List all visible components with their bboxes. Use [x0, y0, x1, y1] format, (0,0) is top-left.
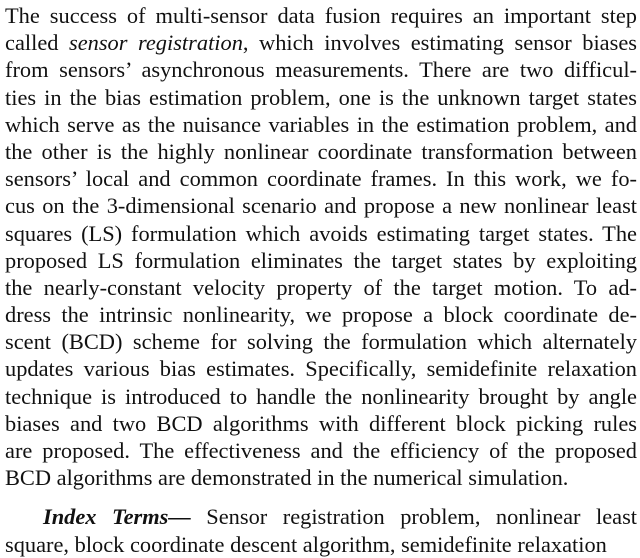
abstract-line-6: the other is the highly nonlinear coordinate transformation between [5, 138, 637, 164]
abstract-line-14: updates various bias estimates. Specifically, semidefinite relaxation [5, 356, 637, 382]
abstract-line-1: The success of multi-sensor data fusion requires an important step [5, 3, 637, 28]
index-terms-text-1: Sensor registration problem, nonlinear least [190, 504, 638, 530]
abstract-line-5: which serve as the nuisance variables in the estimation problem, and [5, 111, 637, 137]
abstract-line-17: are proposed. The effectiveness and the efficiency of the proposed [5, 438, 637, 463]
index-terms-label: Index Terms— [43, 504, 191, 530]
paper-page [5, 2, 637, 558]
abstract-paragraph [5, 2, 637, 491]
paragraph-gap [5, 491, 637, 503]
abstract-line-15: technique is introduced to handle the nonlinearity brought by angle [5, 383, 637, 409]
abstract-line-10: proposed LS formulation eliminates the target states by exploiting [5, 247, 637, 273]
abstract-line-4: ties in the bias estimation problem, one is the unknown target states [5, 84, 637, 110]
abstract-line-13: scent (BCD) scheme for solving the formulation which alternately [5, 329, 637, 355]
abstract-line-2 [5, 29, 637, 56]
abstract-line-12: dress the intrinsic nonlinearity, we propose a block coordinate de- [5, 302, 637, 328]
abstract-line-18: BCD algorithms are demonstrated in the numerical simulation. [5, 465, 569, 491]
sensor-registration-term: sensor registration [68, 30, 243, 56]
abstract-line-9: squares (LS) formulation which avoids estimating target states. The [5, 220, 637, 246]
abstract-line-7: sensors’ local and common coordinate frames. In this work, we fo- [5, 166, 637, 192]
index-terms [5, 503, 637, 557]
index-terms-line-2: square, block coordinate descent algorithm, semidefinite relaxation [5, 531, 607, 557]
abstract-line-8: cus on the 3-dimensional scenario and propose a new nonlinear least [5, 193, 637, 219]
abstract-line-2-start: called [5, 30, 69, 56]
abstract-line-16: biases and two BCD algorithms with different block picking rules [5, 410, 637, 436]
abstract-line-3: from sensors’ asynchronous measurements. There are two difficul- [5, 57, 637, 83]
abstract-line-2-end: , which involves estimating sensor biases [242, 30, 637, 56]
abstract-line-11: the nearly-constant velocity property of the target motion. To ad- [5, 274, 637, 300]
index-terms-line-1 [5, 503, 637, 530]
